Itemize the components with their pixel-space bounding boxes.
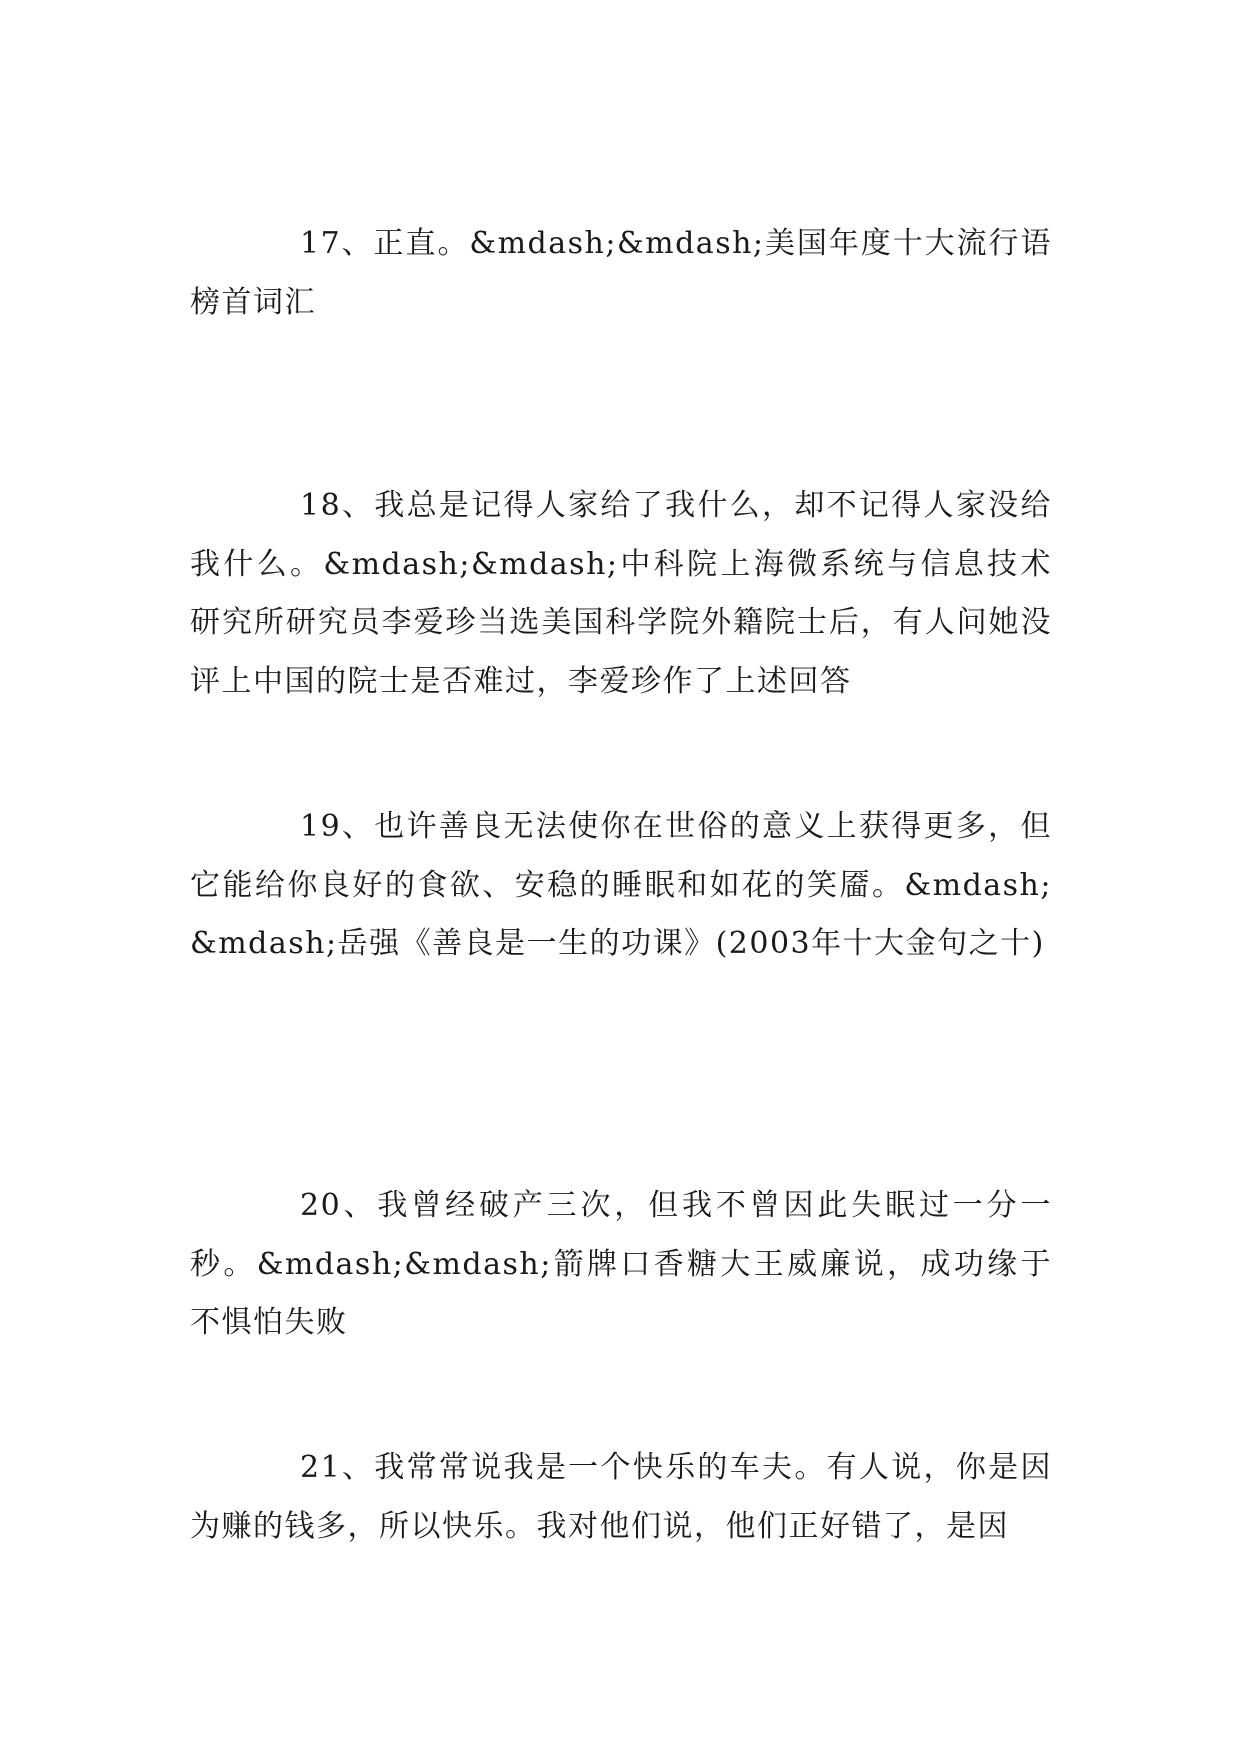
quote-paragraph-20: 20、我曾经破产三次，但我不曾因此失眠过一分一秒。&mdash;&mdash;箭牌口香糖大王威廉说，成功缘于不惧怕失败 [190, 1188, 1052, 1340]
quote-paragraph-21: 21、我常常说我是一个快乐的车夫。有人说，你是因为赚的钱多，所以快乐。我对他们说，他们正好错了，是因 [190, 1450, 1052, 1544]
quote-paragraph-17: 17、正直。&mdash;&mdash;美国年度十大流行语榜首词汇 [190, 226, 1052, 320]
quote-paragraph-19: 19、也许善良无法使你在世俗的意义上获得更多，但它能给你良好的食欲、安稳的睡眠和如花的笑靥。&mdash;&mdash;岳强《善良是一生的功课》(2003年十大金句之十) [190, 809, 1052, 961]
quote-paragraph-18: 18、我总是记得人家给了我什么，却不记得人家没给我什么。&mdash;&mdash;中科院上海微系统与信息技术研究所研究员李爱珍当选美国科学院外籍院士后，有人问她没评上中国的院士是否难过，李爱珍作了上述回答 [190, 488, 1052, 699]
